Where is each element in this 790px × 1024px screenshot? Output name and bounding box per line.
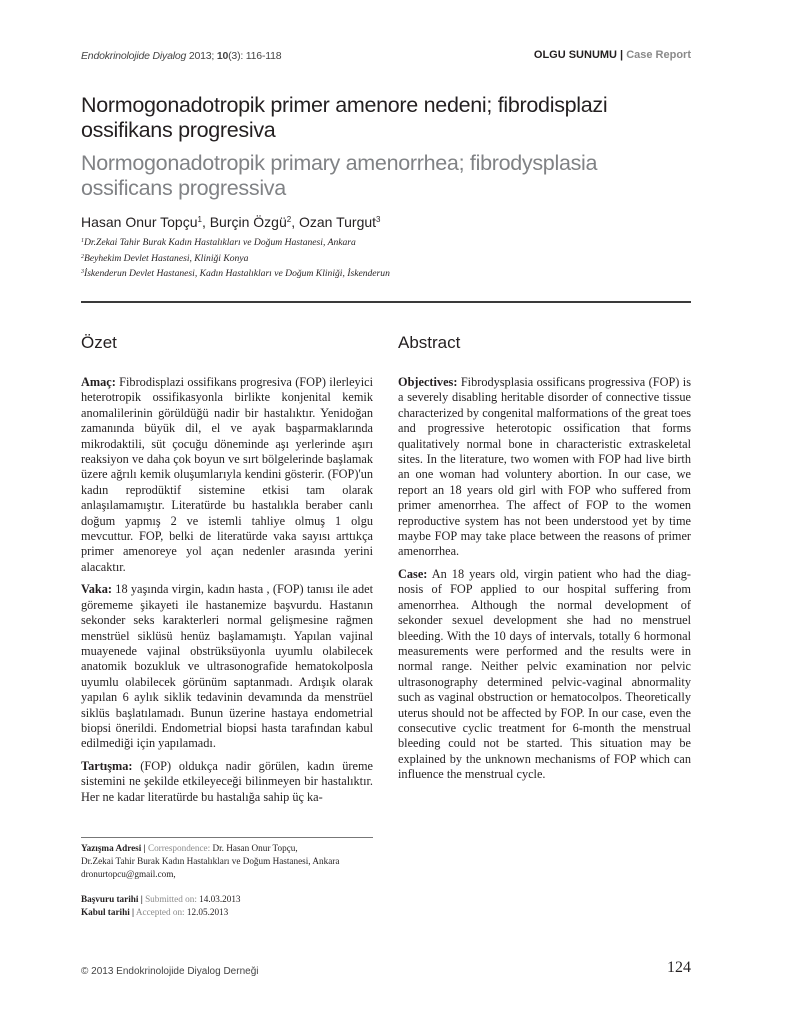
journal-citation	[81, 50, 281, 62]
accepted-date-line: Kabul tarihi | Accepted on: 12.05.2013	[81, 907, 229, 917]
author: Ozan Turgut$^3$	[299, 214, 381, 230]
page-number: 124	[667, 959, 691, 976]
affiliation: $^3$İskenderun Devlet Hastanesi, Kadın Hastalıkları ve Doğum Kliniği, İskenderun	[81, 268, 390, 279]
article-title-tr: Normogonadotropik primer amenore nedeni; fibrodisplazi ossifikans progresiva	[81, 93, 608, 142]
section-label-separator: |	[617, 49, 627, 61]
ozet-paragraph-amac: Amaç: Fibrodisplazi ossifikans progresiva (FOP) ilerleyici heterotropik ossifikasyonla birlikte konjenital kemik anomalilerinin görüldüğü nadir bir hastalıktır. Yenidoğan zamanında büyük dil, el ve ayak başparmaklarında mikrodaktili, süt çocuğu döneminde aşı yerlerinde aşırı reaksiyon ve daha çok boyun ve sırt bölgelerinde başlamak üzere ağrılı kemik oluşumlarıyla kendini gösterir. (FOP)'un kadın reprodüktif sistemine etkisi tam olarak anlaşılamamıştır. Literatürde bu hastalıkla beraber canlı doğum yapmış 2 ve istemli tahliye olmuş 1 olgu mevcuttur. FOP, belki de literatürde vaka sayısı arttıkça primer amenoreye yol açan nedenler arasında yerini alacaktır.	[81, 375, 373, 574]
abstract-heading: Abstract	[398, 333, 461, 352]
correspondence-divider	[81, 837, 373, 838]
ozet-body	[81, 375, 373, 812]
footer-copyright: © 2013 Endokrinolojide Diyalog Derneği	[81, 966, 259, 977]
abstract-paragraph-case: Case: An 18 years old, virgin patient who had the diagnosis of FOP applied to our hospital suffering from amenorrhea. Although the normal development of sekonder sexuel development she had no menstruel bleeding. With the 10 days of intervals, totally 6 hormonal measurements were performed and the results were in normal range. Neither pelvic examination nor pelvic ultrasonography determined pelvic-vaginal abnormality such as vaginal obstruction or hematocolpos. Theoretically uterus should not be affected by FOP. In our case, even the consecutive cyclic treatment for 6-month the menstrual bleeding could not be started. This situation may be explained by the unknown mechanisms of FOP which can influence the menstrual cycle.	[398, 566, 691, 782]
section-label	[534, 49, 691, 61]
correspondence-block	[81, 842, 381, 919]
submitted-date-line: Başvuru tarihi | Submitted on: 14.03.2013	[81, 894, 241, 904]
section-label-en: Case Report	[626, 49, 691, 61]
ozet-paragraph-vaka: Vaka: 18 yaşında virgin, kadın hasta , (FOP) tanısı ile adet görememe şikayeti ile hastanemize başvurdu. Hastanın sekonder seks karakterleri normal gelişmesine rağmen menstrüel siklüsü henüz başlamamıştı. Yapılan vajinal muayenede vajinal obstrüksüyonla uyumlu olabilecek anatomik bozukluk ve ultrasonografide hematokolposla uyumlu olabilecek görünüm saptanmadı. Ardışık olarak yapılan 6 aylık siklik tedavinin devamında da menstrüel siklüs başlatılamadı. Bunun üzerine hastaya endometrial biopsi önerildi. Endometrial biopsi hasta tarafından kabul edilmediği için yapılamadı.	[81, 582, 373, 751]
correspondence-email[interactable]: dronurtopcu@gmail.com,	[81, 869, 176, 879]
ozet-heading: Özet	[81, 333, 117, 352]
affiliation: $^2$Beyhekim Devlet Hastanesi, Kliniği Konya	[81, 253, 249, 264]
affiliation: $^1$Dr.Zekai Tahir Burak Kadın Hastalıkları ve Doğum Hastanesi, Ankara	[81, 237, 356, 248]
article-title-en: Normogonadotropik primary amenorrhea; fibrodysplasia ossificans progressiva	[81, 151, 598, 200]
ozet-paragraph-tartisma: Tartışma: (FOP) oldukça nadir görülen, kadın üreme sistemini ne şekilde etkileyeceği bilinmeyen bir hastalıktır. Her ne kadar literatürde bu hastalığa sahip üç ka-	[81, 758, 373, 804]
author-list	[81, 214, 381, 230]
author: Hasan Onur Topçu$^1$,	[81, 214, 210, 230]
abstract-body	[398, 375, 691, 790]
correspondence-line: Yazışma Adresi | Correspondence: Dr. Hasan Onur Topçu,	[81, 843, 298, 853]
abstract-paragraph-objectives: Objectives: Fibrodysplasia ossificans progressiva (FOP) is a severely disabling heritable disorder of connective tissue characterized by congenital malformations of the great toes and progressive heterotopic ossification that forms qualitatively normal bone in characteristic extraskeletal sites. In the literature, two women with FOP had live birth an one woman had voluntery abortion. In our case, we report an 18 years old girl with FOP who suffered from primer amenorrhea. The affect of FOP to the women reproductive system has not been understood yet by time maybe FOP may take place between the reasons of primer amenorrhea.	[398, 375, 691, 559]
section-label-tr: OLGU SUNUMU	[533, 49, 617, 61]
journal-year: 2013;	[186, 50, 217, 62]
header-divider	[81, 301, 691, 303]
author: Burçin Özgü$^2$,	[209, 214, 299, 230]
correspondence-address: Dr.Zekai Tahir Burak Kadın Hastalıkları ve Doğum Hastanesi, Ankara	[81, 856, 340, 866]
journal-name: Endokrinolojide Diyalog	[81, 50, 187, 62]
journal-issue-pages: (3): 116-118	[228, 50, 282, 62]
journal-volume: 10	[216, 50, 229, 62]
